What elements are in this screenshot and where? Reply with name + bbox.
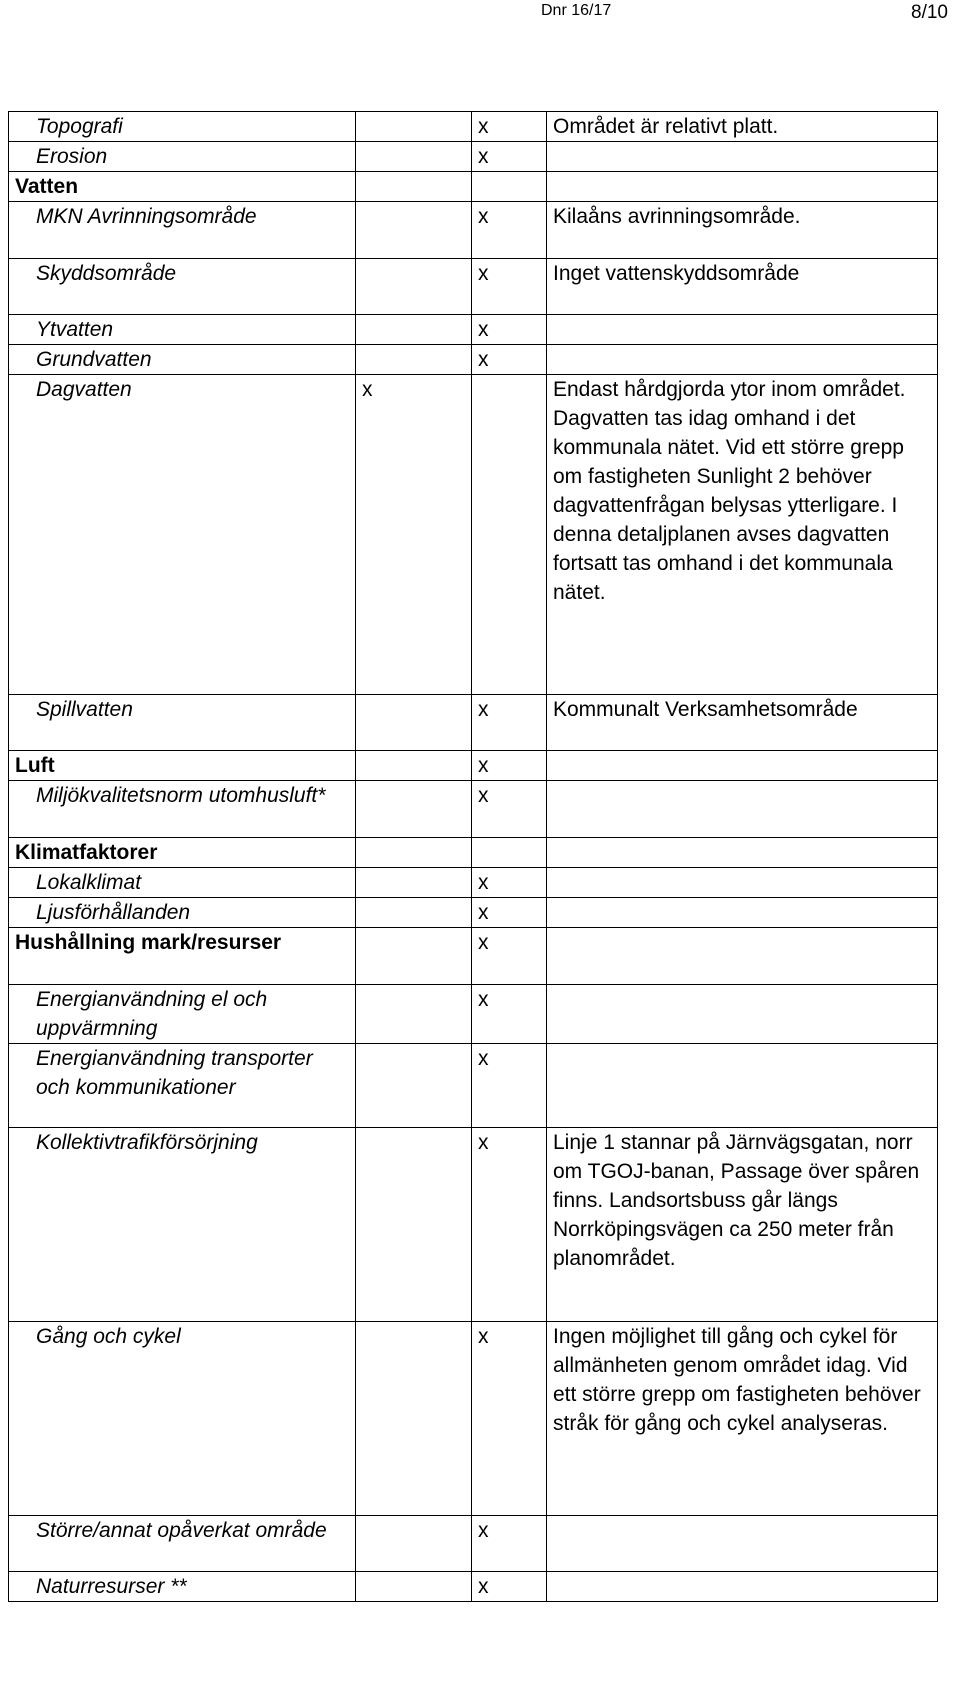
mark-cell-column-1 (356, 345, 472, 375)
mark-cell-column-1 (356, 838, 472, 868)
row-label: Större/annat opåverkat område (9, 1516, 356, 1572)
row-label: Ljusförhållanden (9, 898, 356, 928)
row-comment (547, 142, 938, 172)
table-row (9, 928, 938, 985)
mark-cell-column-2: x (472, 868, 547, 898)
row-comment (547, 1044, 938, 1128)
row-label: Naturresurser ** (9, 1572, 356, 1602)
mark-cell-column-1 (356, 1322, 472, 1516)
row-label: Ytvatten (9, 315, 356, 345)
table-row (9, 1516, 938, 1572)
mark-cell-column-2 (472, 375, 547, 695)
mark-cell-column-2: x (472, 259, 547, 315)
row-label: Gång och cykel (9, 1322, 356, 1516)
row-label: Vatten (9, 172, 356, 202)
row-label: Luft (9, 751, 356, 781)
table-row (9, 695, 938, 751)
mark-cell-column-2 (472, 172, 547, 202)
mark-cell-column-1 (356, 751, 472, 781)
row-label: Miljökvalitetsnorm utomhusluft* (9, 781, 356, 838)
mark-cell-column-1 (356, 781, 472, 838)
table-row (9, 898, 938, 928)
row-label: Energianvändning el och uppvärmning (9, 985, 356, 1044)
mark-cell-column-2 (472, 838, 547, 868)
mark-cell-column-2: x (472, 781, 547, 838)
row-comment (547, 838, 938, 868)
table-row (9, 751, 938, 781)
row-label: Hushållning mark/resurser (9, 928, 356, 985)
mark-cell-column-2: x (472, 202, 547, 259)
row-label: Lokalklimat (9, 868, 356, 898)
row-comment: Kilaåns avrinningsområde. (547, 202, 938, 259)
row-comment (547, 898, 938, 928)
mark-cell-column-2: x (472, 1044, 547, 1128)
row-comment: Endast hårdgjorda ytor inom området. Dagvatten tas idag omhand i det kommunala nätet. Vid ett större grepp om fastigheten Sunlight 2 behöver dagvattenfrågan belysas ytterligare. I denna detaljplanen avses dagvatten fortsatt tas omhand i det kommunala nätet. (547, 375, 938, 695)
mark-cell-column-2: x (472, 751, 547, 781)
table-row (9, 1572, 938, 1602)
row-comment (547, 172, 938, 202)
table-row (9, 172, 938, 202)
row-comment (547, 781, 938, 838)
mark-cell-column-2: x (472, 928, 547, 985)
mark-cell-column-2: x (472, 345, 547, 375)
row-comment: Linje 1 stannar på Järnvägsgatan, norr om TGOJ-banan, Passage över spåren finns. Landsortsbuss går längs Norrköpingsvägen ca 250 meter från planområdet. (547, 1128, 938, 1322)
row-label: Spillvatten (9, 695, 356, 751)
table-row (9, 1044, 938, 1128)
row-label: Topografi (9, 112, 356, 142)
mark-cell-column-1 (356, 259, 472, 315)
mark-cell-column-1 (356, 1516, 472, 1572)
mark-cell-column-2: x (472, 985, 547, 1044)
table-row (9, 112, 938, 142)
mark-cell-column-2: x (472, 695, 547, 751)
row-label: Energianvändning transporter och kommunikationer (9, 1044, 356, 1128)
mark-cell-column-1 (356, 1128, 472, 1322)
mark-cell-column-2: x (472, 112, 547, 142)
row-comment (547, 868, 938, 898)
row-comment (547, 928, 938, 985)
row-comment (547, 985, 938, 1044)
document-number: Dnr 16/17 (541, 2, 612, 19)
row-label: Grundvatten (9, 345, 356, 375)
assessment-table (8, 111, 938, 1602)
table-row (9, 838, 938, 868)
mark-cell-column-2: x (472, 142, 547, 172)
mark-cell-column-1 (356, 112, 472, 142)
mark-cell-column-1 (356, 985, 472, 1044)
table-row (9, 375, 938, 695)
mark-cell-column-2: x (472, 1516, 547, 1572)
row-comment (547, 315, 938, 345)
table-row (9, 315, 938, 345)
row-comment (547, 1572, 938, 1602)
mark-cell-column-1 (356, 695, 472, 751)
row-label: MKN Avrinningsområde (9, 202, 356, 259)
row-comment: Ingen möjlighet till gång och cykel för allmänheten genom området idag. Vid ett större grepp om fastigheten behöver stråk för gång och cykel analyseras. (547, 1322, 938, 1516)
row-comment: Kommunalt Verksamhetsområde (547, 695, 938, 751)
row-label: Erosion (9, 142, 356, 172)
row-comment (547, 751, 938, 781)
mark-cell-column-1 (356, 898, 472, 928)
mark-cell-column-1: x (356, 375, 472, 695)
mark-cell-column-2: x (472, 1322, 547, 1516)
page-number: 8/10 (911, 2, 948, 23)
table-row (9, 781, 938, 838)
mark-cell-column-2: x (472, 1128, 547, 1322)
row-label: Kollektivtrafikförsörjning (9, 1128, 356, 1322)
table-row (9, 202, 938, 259)
table-row (9, 1128, 938, 1322)
mark-cell-column-1 (356, 1044, 472, 1128)
mark-cell-column-1 (356, 202, 472, 259)
table-row (9, 985, 938, 1044)
table-row (9, 1322, 938, 1516)
row-comment: Området är relativt platt. (547, 112, 938, 142)
row-comment (547, 345, 938, 375)
table-row (9, 142, 938, 172)
mark-cell-column-1 (356, 315, 472, 345)
table-row (9, 259, 938, 315)
assessment-table-body (9, 112, 938, 1602)
mark-cell-column-2: x (472, 898, 547, 928)
mark-cell-column-2: x (472, 1572, 547, 1602)
table-row (9, 868, 938, 898)
mark-cell-column-1 (356, 142, 472, 172)
mark-cell-column-2: x (472, 315, 547, 345)
mark-cell-column-1 (356, 928, 472, 985)
row-label: Skyddsområde (9, 259, 356, 315)
mark-cell-column-1 (356, 172, 472, 202)
row-label: Dagvatten (9, 375, 356, 695)
mark-cell-column-1 (356, 1572, 472, 1602)
table-row (9, 345, 938, 375)
row-comment (547, 1516, 938, 1572)
row-comment: Inget vattenskyddsområde (547, 259, 938, 315)
row-label: Klimatfaktorer (9, 838, 356, 868)
mark-cell-column-1 (356, 868, 472, 898)
